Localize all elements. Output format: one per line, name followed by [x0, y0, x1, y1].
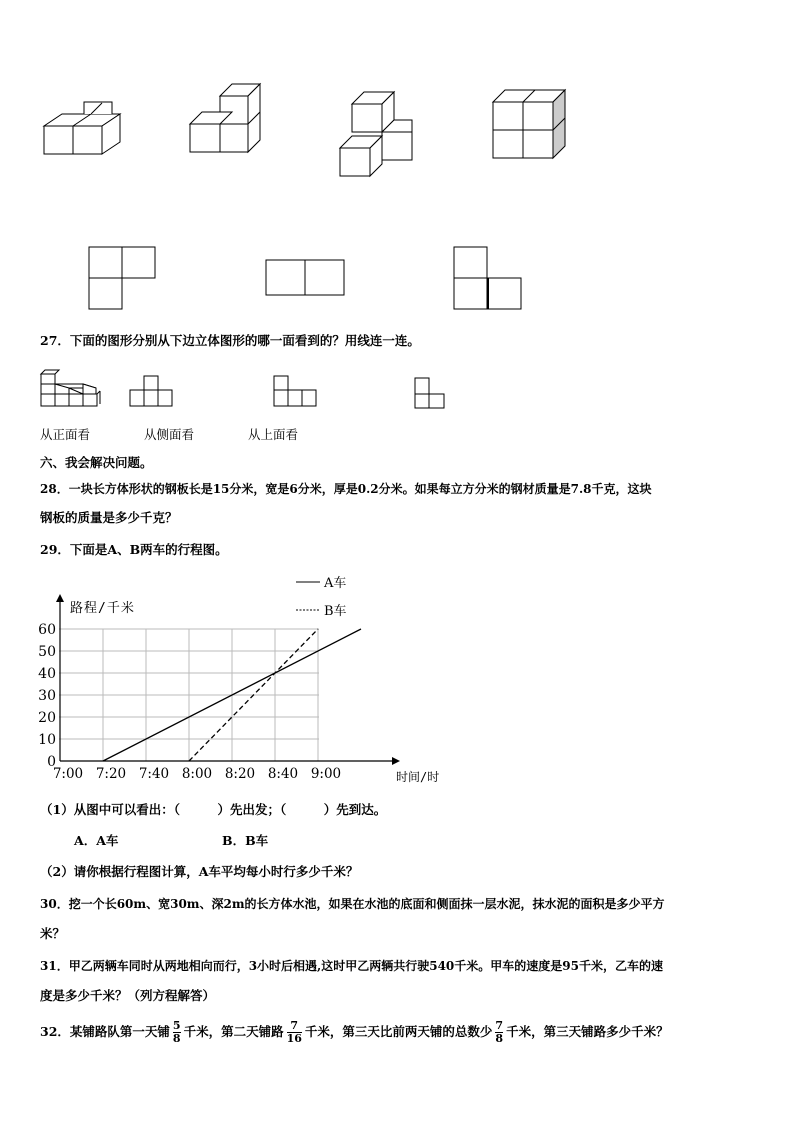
x-tick-label: 7:40: [138, 766, 170, 782]
q27-view-1: [128, 374, 178, 410]
q32-part3: 千米，第三天比前两天铺的总数少: [304, 1024, 493, 1039]
fraction-7-8: $\frac{7}{8}$: [495, 1019, 504, 1045]
question-28-line1: 28．一块长方体形状的钢板长是15分米，宽是6分米，厚是0.2分米。如果每立方分米的钢材质量是7.8千克，这块: [40, 482, 652, 496]
question-29: 29．下面是A、B两车的行程图。: [40, 542, 228, 557]
x-axis-title: 时间/时: [396, 770, 440, 784]
travel-chart: [20, 568, 460, 788]
question-30-line1: 30．挖一个长60m、宽30m、深2m的长方体水池，如果在水池的底面和侧面抹一层水泥，抹水泥的面积是多少平方: [40, 897, 665, 911]
y-axis-title: 路程/千米: [70, 601, 135, 616]
q32-part4: 千米，第三天铺路多少千米？: [506, 1024, 669, 1039]
q32-part2: 千米，第二天铺路: [183, 1024, 284, 1039]
question-30-line2: 米？: [40, 926, 66, 941]
x-tick-label: 7:00: [52, 766, 84, 782]
y-tick-label: 20: [38, 710, 56, 726]
x-tick-label: 9:00: [310, 766, 342, 782]
y-tick-label: 30: [38, 688, 56, 704]
question-29-sub1: （1）从图中可以看出：（ ）先出发；（ ）先到达。: [40, 802, 387, 817]
q32-part1: 32．某铺路队第一天铺: [40, 1024, 170, 1039]
cube-figure-2: [188, 82, 268, 157]
x-tick-label: 8:40: [267, 766, 299, 782]
question-29-option-a: A．A车: [74, 833, 119, 848]
y-axis-arrow: [56, 594, 64, 602]
x-tick-label: 7:20: [95, 766, 127, 782]
section-6-heading: 六、我会解决问题。: [40, 455, 153, 470]
y-tick-label: 0: [47, 754, 56, 770]
question-27: 27．下面的图形分别从下边立体图形的哪一面看到的？用线连一连。: [40, 333, 420, 348]
cube-figure-4: [490, 88, 570, 163]
question-29-sub2: （2）请你根据行程图计算，A车平均每小时行多少千米？: [40, 864, 359, 879]
view-label-front: 从正面看: [40, 427, 91, 442]
y-tick-label: 10: [38, 732, 56, 748]
question-31-line1: 31．甲乙两辆车同时从两地相向而行，3小时后相遇,这时甲乙两辆共行驶540千米。甲车的速度是95千米，乙车的速: [40, 959, 663, 973]
question-32: [40, 1018, 669, 1046]
q27-solid-figure: [38, 366, 102, 410]
fraction-5-8: $\frac{5}{8}$: [172, 1019, 181, 1045]
question-29-option-b: B．B车: [222, 833, 269, 848]
view-shape-2: [265, 259, 347, 299]
legend-label: B车: [324, 604, 347, 619]
x-tick-label: 8:20: [224, 766, 256, 782]
question-31-line2: 度是多少千米？（列方程解答）: [40, 988, 216, 1003]
legend-label: A车: [324, 576, 347, 591]
question-28-line2: 钢板的质量是多少千克？: [40, 510, 178, 525]
y-tick-label: 60: [38, 622, 56, 638]
view-shape-3: [453, 246, 525, 312]
q27-view-2: [272, 374, 322, 410]
x-tick-label: 8:00: [181, 766, 213, 782]
cube-figure-3: [338, 90, 428, 178]
y-tick-label: 50: [38, 644, 56, 660]
q27-view-3: [413, 376, 449, 412]
view-label-side: 从侧面看: [144, 427, 195, 442]
x-axis-arrow: [392, 757, 400, 765]
y-tick-label: 40: [38, 666, 56, 682]
view-shape-1: [88, 246, 158, 312]
cube-figure-1: [40, 98, 130, 158]
view-label-top: 从上面看: [248, 427, 299, 442]
fraction-7-16: $\frac{7}{16}$: [286, 1019, 302, 1045]
